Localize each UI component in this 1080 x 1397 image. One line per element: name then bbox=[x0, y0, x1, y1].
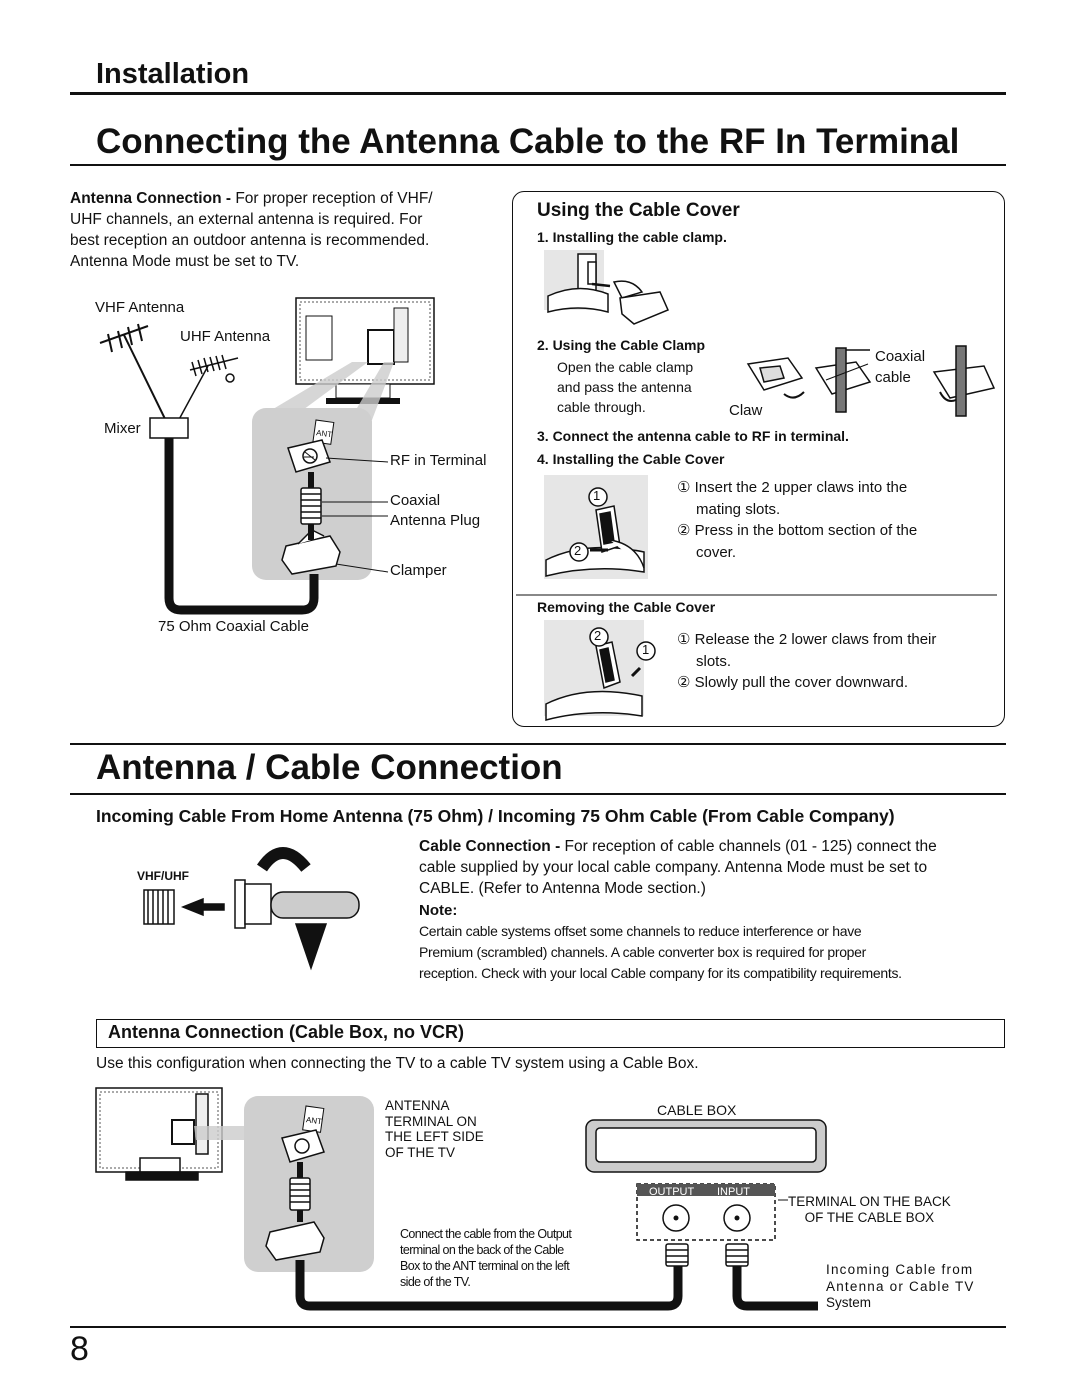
vhf-antenna-label: VHF Antenna bbox=[95, 299, 185, 316]
svg-text:ANT: ANT bbox=[305, 1115, 323, 1127]
sec3-description: Use this configuration when connecting the TV to a cable TV system using a Cable Box. bbox=[96, 1055, 699, 1072]
step2-title: 2. Using the Cable Clamp bbox=[537, 337, 706, 353]
coaxial-label: Coaxial bbox=[390, 492, 441, 509]
output-label: OUTPUT bbox=[649, 1186, 695, 1198]
circled-1-a: 1 bbox=[593, 488, 601, 503]
cable-cover-title: Using the Cable Cover bbox=[537, 200, 740, 221]
footer-rule bbox=[70, 1326, 1006, 1328]
circled-2-a: 2 bbox=[574, 543, 582, 558]
removing-title: Removing the Cable Cover bbox=[537, 599, 716, 615]
antenna-terminal-label: ANTENNA TERMINAL ON THE LEFT SIDE OF THE TV bbox=[385, 1098, 484, 1160]
page-number: 8 bbox=[70, 1330, 89, 1368]
step4-title: 4. Installing the Cable Cover bbox=[537, 451, 725, 467]
clamper-label: Clamper bbox=[390, 562, 447, 579]
vhf-uhf-label: VHF/UHF bbox=[137, 869, 189, 883]
remove-items: ① Release the 2 lower claws from their slots. ② Slowly pull the cover downward. bbox=[677, 631, 937, 691]
antenna-plug-label: Antenna Plug bbox=[390, 512, 481, 529]
intro-line: UHF channels, an external antenna is required. For bbox=[70, 211, 423, 228]
ant-label-2 bbox=[303, 1106, 324, 1132]
note-label: Note: bbox=[419, 902, 458, 919]
intro-line: For proper reception of VHF/ bbox=[235, 190, 433, 207]
circled-1-b: 1 bbox=[642, 642, 650, 657]
sec3-title: Antenna Connection (Cable Box, no VCR) bbox=[108, 1022, 465, 1042]
svg-text:ANT: ANT bbox=[315, 428, 333, 440]
cable-box-label: CABLE BOX bbox=[657, 1102, 737, 1118]
intro-line: Antenna Mode must be set to TV. bbox=[70, 253, 300, 270]
rf-terminal-label: RF in Terminal bbox=[390, 452, 487, 469]
step4-items: ① Insert the 2 upper claws into the mating slots. ② Press in the bottom section of the cover. bbox=[677, 479, 918, 561]
connect-instructions: Connect the cable from the Output terminal on the back of the Cable Box to the ANT terminal on the left side of the TV. bbox=[400, 1227, 572, 1289]
step2-text: Open the cable clamp and pass the antenna cable through. bbox=[557, 359, 694, 415]
section-label: Installation bbox=[96, 58, 250, 90]
cable-box-icon bbox=[586, 1120, 826, 1172]
sec2-subtitle: Incoming Cable From Home Antenna (75 Ohm) / Incoming 75 Ohm Cable (From Cable Company) bbox=[96, 806, 895, 826]
coaxial-cable-label: 75 Ohm Coaxial Cable bbox=[158, 618, 309, 635]
mixer-label: Mixer bbox=[104, 420, 141, 437]
note-text: Certain cable systems offset some channels to reduce interference or have Premium (scrambled) channels. A cable converter box is required for proper reception. Check with your local Cable company for its compatibility requirements. bbox=[419, 923, 902, 981]
intro-line: best reception an outdoor antenna is recommended. bbox=[70, 232, 430, 249]
intro-bold: Antenna Connection - bbox=[70, 190, 236, 207]
page-title: Connecting the Antenna Cable to the RF In Terminal bbox=[96, 122, 960, 161]
sec2-title: Antenna / Cable Connection bbox=[96, 748, 563, 787]
claw-label: Claw bbox=[729, 402, 763, 419]
cable-connection-text: Cable Connection - For reception of cable channels (01 - 125) connect the cable supplied by your local cable company. Antenna Mode must be set to CABLE. (Refer to Antenna Mode section.) bbox=[419, 838, 937, 897]
terminal-back-label: TERMINAL ON THE BACK OF THE CABLE BOX bbox=[788, 1194, 951, 1225]
step3-title: 3. Connect the antenna cable to RF in terminal. bbox=[537, 428, 849, 444]
incoming-cable-label: Incoming Cable from Antenna or Cable TV System bbox=[826, 1262, 975, 1310]
step1-title: 1. Installing the cable clamp. bbox=[537, 229, 727, 245]
uhf-antenna-label: UHF Antenna bbox=[180, 328, 271, 345]
input-label: INPUT bbox=[717, 1186, 750, 1198]
coaxial-cable-label-2: Coaxial cable bbox=[875, 348, 926, 386]
circled-2-b: 2 bbox=[594, 628, 602, 643]
